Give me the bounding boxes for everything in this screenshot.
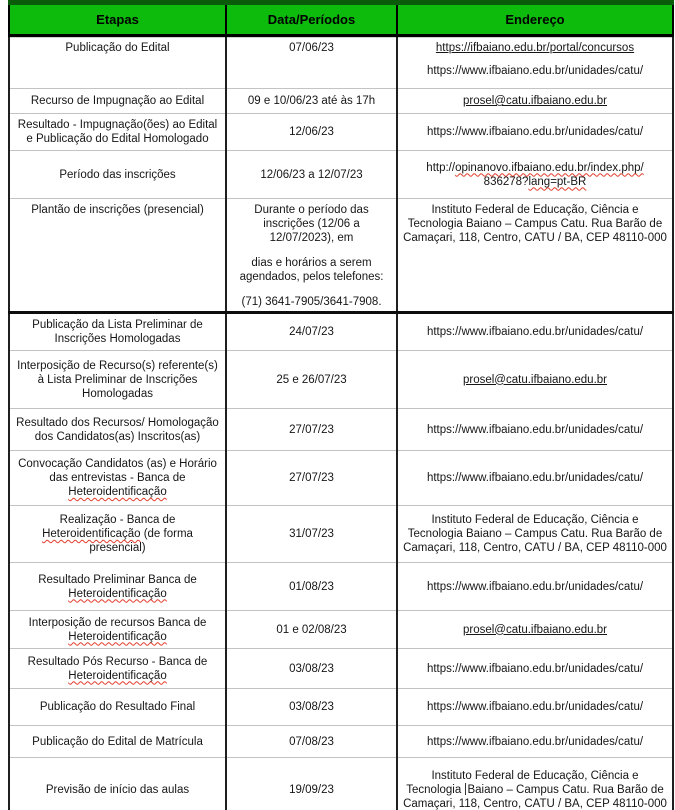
etapa-part: Convocação Candidatos (as) e Horário das entrevistas - Banca de bbox=[18, 458, 217, 484]
table-row bbox=[9, 36, 673, 89]
periodo-cell bbox=[226, 89, 397, 114]
endereco-cell bbox=[397, 409, 673, 451]
link-email[interactable]: prosel@catu.ifbaiano.edu.br bbox=[462, 95, 607, 107]
endereco-cell bbox=[397, 649, 673, 689]
periodo-cell bbox=[226, 114, 397, 151]
table-row bbox=[9, 199, 673, 313]
etapa-cell bbox=[9, 151, 226, 199]
table-row bbox=[9, 409, 673, 451]
endereco-cell bbox=[397, 506, 673, 563]
periodo-text: Durante o período das inscrições (12/06 a 12/07/2023), em bbox=[254, 204, 369, 244]
etapa-text: Resultado dos Recursos/ Homologação dos Candidatos(as) Inscritos(as) bbox=[16, 416, 219, 443]
periodo-text: (71) 3641-7905/3641-7908. bbox=[241, 296, 382, 308]
endereco-cell bbox=[397, 726, 673, 758]
url-part: 836278? bbox=[483, 175, 529, 188]
periodo-text: 31/07/23 bbox=[289, 528, 334, 540]
link-url[interactable] bbox=[484, 176, 587, 188]
endereco-cell bbox=[397, 114, 673, 151]
periodo-cell bbox=[226, 451, 397, 506]
etapa-text: Publicação do Edital de Matrícula bbox=[32, 735, 203, 748]
spellcheck-word: Heteroidentificação bbox=[68, 669, 167, 682]
link-url[interactable]: https://www.ifbaiano.edu.br/unidades/catu/ bbox=[426, 126, 644, 138]
periodo-cell bbox=[226, 758, 397, 810]
periodo-text: 03/08/23 bbox=[289, 701, 334, 713]
link-url[interactable]: https://www.ifbaiano.edu.br/unidades/catu/ bbox=[426, 472, 644, 484]
spellcheck-word: lang=pt-BR bbox=[528, 175, 587, 188]
etapa-text: Previsão de início das aulas bbox=[45, 783, 190, 796]
periodo-cell bbox=[226, 351, 397, 409]
etapa-part: (de forma presencial) bbox=[89, 528, 193, 554]
etapa-text bbox=[15, 457, 220, 499]
table-row bbox=[9, 313, 673, 351]
etapa-text: Período das inscrições bbox=[59, 168, 176, 181]
table-row bbox=[9, 611, 673, 649]
periodo-text: 03/08/23 bbox=[289, 662, 334, 675]
endereco-cell bbox=[397, 758, 673, 810]
link-url[interactable]: https://www.ifbaiano.edu.br/unidades/catu/ bbox=[426, 735, 644, 748]
etapa-cell bbox=[9, 726, 226, 758]
periodo-text: 19/09/23 bbox=[289, 783, 334, 796]
periodo-text: 01 e 02/08/23 bbox=[276, 623, 347, 636]
etapa-text bbox=[15, 513, 220, 555]
header-data-periodos: Data/Períodos bbox=[226, 3, 397, 36]
periodo-cell bbox=[226, 409, 397, 451]
etapa-text: Recurso de Impugnação ao Edital bbox=[30, 95, 205, 107]
periodo-text: 25 e 26/07/23 bbox=[276, 373, 347, 386]
table-row bbox=[9, 689, 673, 726]
table-row bbox=[9, 649, 673, 689]
url-part: http:// bbox=[426, 161, 456, 174]
link-url[interactable]: https://www.ifbaiano.edu.br/unidades/catu/ bbox=[426, 701, 644, 713]
table-row bbox=[9, 114, 673, 151]
periodo-cell bbox=[226, 199, 397, 313]
etapa-cell bbox=[9, 89, 226, 114]
etapa-text bbox=[15, 573, 220, 601]
etapa-cell bbox=[9, 114, 226, 151]
table-row bbox=[9, 563, 673, 611]
endereco-cell bbox=[397, 36, 673, 89]
etapa-cell bbox=[9, 758, 226, 810]
periodo-cell bbox=[226, 689, 397, 726]
periodo-text: 07/06/23 bbox=[289, 42, 334, 54]
etapa-text: Publicação da Lista Preliminar de Inscrições Homologadas bbox=[32, 319, 203, 345]
address-text: Instituto Federal de Educação, Ciência e Tecnologia Baiano – Campus Catu. Rua Barão de Camaçari, 118, Centro, CATU / BA, CEP 48110-000 bbox=[403, 514, 667, 554]
address-part: Instituto Federal de Educação, Ciência e Tecnologia bbox=[406, 769, 639, 796]
endereco-cell bbox=[397, 689, 673, 726]
table-row bbox=[9, 726, 673, 758]
table-row bbox=[9, 351, 673, 409]
etapa-text: Publicação do Edital bbox=[65, 42, 170, 54]
etapa-cell bbox=[9, 689, 226, 726]
periodo-cell bbox=[226, 313, 397, 351]
periodo-cell bbox=[226, 649, 397, 689]
etapa-cell bbox=[9, 563, 226, 611]
endereco-cell bbox=[397, 563, 673, 611]
table-row bbox=[9, 506, 673, 563]
etapa-text bbox=[15, 616, 220, 644]
link-url[interactable]: https://www.ifbaiano.edu.br/unidades/catu/ bbox=[426, 326, 644, 338]
endereco-cell bbox=[397, 611, 673, 649]
table-row bbox=[9, 758, 673, 810]
endereco-cell bbox=[397, 313, 673, 351]
periodo-text: 12/06/23 bbox=[289, 126, 334, 138]
etapa-cell bbox=[9, 313, 226, 351]
spellcheck-word: Heteroidentificação bbox=[68, 630, 167, 643]
etapa-cell bbox=[9, 351, 226, 409]
header-row bbox=[9, 3, 673, 36]
schedule-table bbox=[8, 0, 674, 810]
etapa-text: Publicação do Resultado Final bbox=[39, 701, 196, 713]
periodo-cell bbox=[226, 36, 397, 89]
endereco-cell bbox=[397, 351, 673, 409]
periodo-text: 01/08/23 bbox=[289, 580, 334, 593]
periodo-text: 24/07/23 bbox=[289, 326, 334, 338]
spellcheck-word: Heteroidentificação bbox=[42, 528, 141, 540]
link-url[interactable]: https://www.ifbaiano.edu.br/unidades/catu/ bbox=[426, 423, 644, 436]
etapa-text bbox=[15, 655, 220, 683]
header-etapas: Etapas bbox=[9, 3, 226, 36]
link-url[interactable] bbox=[426, 162, 643, 174]
address-text bbox=[403, 769, 667, 810]
etapa-cell bbox=[9, 36, 226, 89]
periodo-cell bbox=[226, 506, 397, 563]
periodo-text: 07/08/23 bbox=[289, 735, 334, 748]
link-email[interactable]: prosel@catu.ifbaiano.edu.br bbox=[462, 623, 607, 636]
periodo-cell bbox=[226, 563, 397, 611]
etapa-cell bbox=[9, 649, 226, 689]
link-url[interactable]: https://www.ifbaiano.edu.br/unidades/catu/ bbox=[426, 65, 644, 77]
periodo-cell bbox=[226, 726, 397, 758]
periodo-text: 12/06/23 a 12/07/23 bbox=[260, 168, 363, 181]
etapa-cell bbox=[9, 451, 226, 506]
periodo-text: 09 e 10/06/23 até às 17h bbox=[247, 95, 376, 107]
link-url[interactable]: https://www.ifbaiano.edu.br/unidades/catu/ bbox=[426, 662, 644, 675]
endereco-cell bbox=[397, 89, 673, 114]
periodo-cell bbox=[226, 151, 397, 199]
header-endereco: Endereço bbox=[397, 3, 673, 36]
spellcheck-word: Heteroidentificação bbox=[68, 486, 167, 498]
etapa-part: Resultado Preliminar Banca de bbox=[38, 573, 197, 586]
etapa-text: Resultado - Impugnação(ões) ao Edital e Publicação do Edital Homologado bbox=[17, 119, 218, 145]
etapa-part: Resultado Pós Recurso - Banca de bbox=[27, 655, 208, 668]
etapa-part: Interposição de recursos Banca de bbox=[28, 616, 207, 629]
etapa-cell bbox=[9, 409, 226, 451]
etapa-text: Interposição de Recurso(s) referente(s) à Lista Preliminar de Inscrições Homologadas bbox=[17, 359, 218, 400]
spellcheck-word: opinanovo.ifbaiano.edu.br/index.php/ bbox=[455, 161, 644, 174]
table-row bbox=[9, 451, 673, 506]
etapa-text: Plantão de inscrições (presencial) bbox=[31, 204, 204, 216]
link-url[interactable]: https://ifbaiano.edu.br/portal/concursos bbox=[435, 42, 635, 54]
endereco-cell bbox=[397, 451, 673, 506]
link-url[interactable]: https://www.ifbaiano.edu.br/unidades/catu/ bbox=[426, 580, 644, 593]
address-part: Baiano – Campus Catu. Rua Barão de Camaçari, 118, Centro, CATU / BA, CEP 48110-000 bbox=[403, 783, 667, 810]
etapa-cell bbox=[9, 506, 226, 563]
link-email[interactable]: prosel@catu.ifbaiano.edu.br bbox=[462, 373, 607, 386]
spellcheck-word: Heteroidentificação bbox=[68, 587, 167, 600]
periodo-text: 27/07/23 bbox=[289, 423, 334, 436]
etapa-cell bbox=[9, 199, 226, 313]
address-text: Instituto Federal de Educação, Ciência e Tecnologia Baiano – Campus Catu. Rua Barão de Camaçari, 118, Centro, CATU / BA, CEP 48110-000 bbox=[403, 204, 667, 244]
periodo-text: 27/07/23 bbox=[289, 472, 334, 484]
endereco-cell bbox=[397, 199, 673, 313]
etapa-part: Realização - Banca de bbox=[59, 514, 176, 526]
etapa-cell bbox=[9, 611, 226, 649]
periodo-text: dias e horários a serem agendados, pelos telefones: bbox=[239, 257, 384, 283]
periodo-cell bbox=[226, 611, 397, 649]
table-row bbox=[9, 89, 673, 114]
endereco-cell bbox=[397, 151, 673, 199]
table-row bbox=[9, 151, 673, 199]
